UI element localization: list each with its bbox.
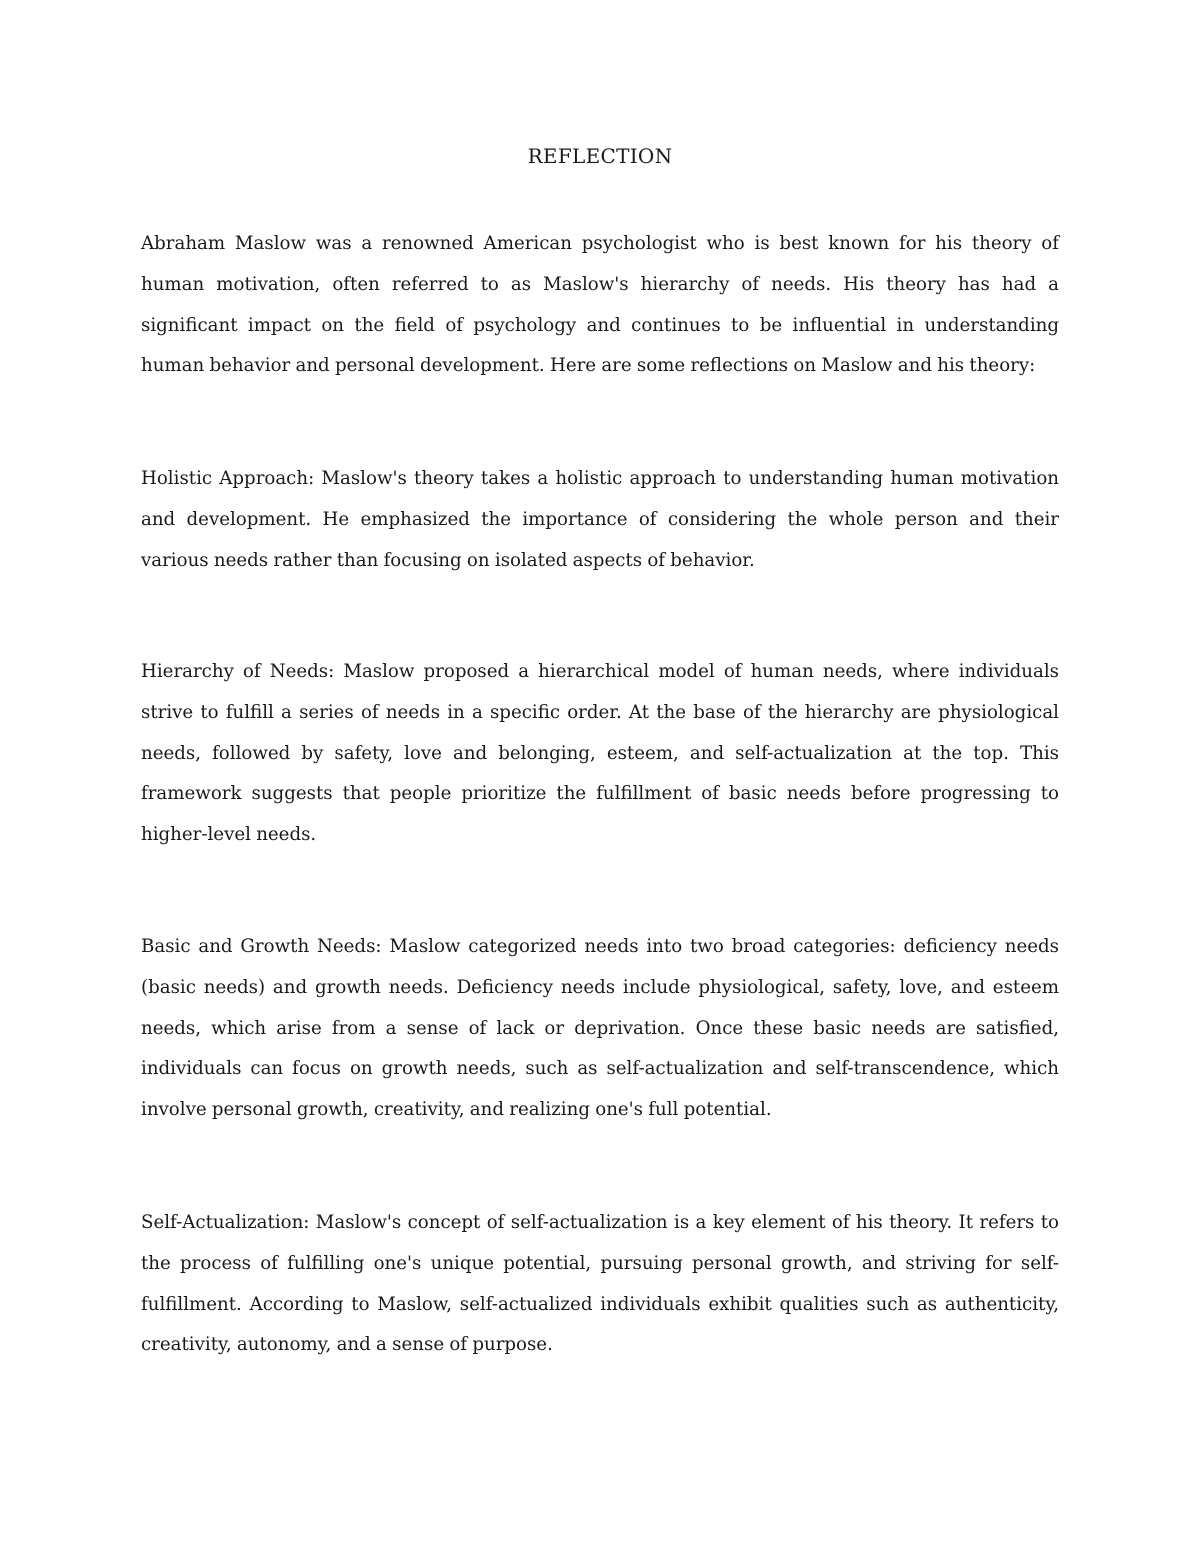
- paragraph-self-actualization: Self-Actualization: Maslow's concept of self-actualization is a key element of his theory. It refers to the process of fulfilling one's unique potential, pursuing personal growth, and striving for self-fulfillment. According to Maslow, self-actualized individuals exhibit qualities such as authenticity, creativity, autonomy, and a sense of purpose.: [141, 1212, 1059, 1356]
- paragraph-basic-and-growth-needs: Basic and Growth Needs: Maslow categorized needs into two broad categories: deficiency needs (basic needs) and growth needs. Deficiency needs include physiological, safety, love, and esteem needs, which arise from a sense of lack or deprivation. Once these basic needs are satisfied, individuals can focus on growth needs, such as self-actualization and self-transcendence, which involve personal growth, creativity, and realizing one's full potential.: [141, 936, 1059, 1121]
- paragraph-holistic-approach: Holistic Approach: Maslow's theory takes a holistic approach to understanding human motivation and development. He emphasized the importance of considering the whole person and their various needs rather than focusing on isolated aspects of behavior.: [141, 468, 1059, 571]
- paragraph-hierarchy-of-needs: Hierarchy of Needs: Maslow proposed a hierarchical model of human needs, where individuals strive to fulfill a series of needs in a specific order. At the base of the hierarchy are physiological needs, followed by safety, love and belonging, esteem, and self-actualization at the top. This framework suggests that people prioritize the fulfillment of basic needs before progressing to higher-level needs.: [141, 661, 1059, 846]
- paragraph-introduction: Abraham Maslow was a renowned American psychologist who is best known for his theory of human motivation, often referred to as Maslow's hierarchy of needs. His theory has had a significant impact on the field of psychology and continues to be influential in understanding human behavior and personal development. Here are some reflections on Maslow and his theory:: [141, 233, 1059, 377]
- document-title: REFLECTION: [527, 144, 673, 168]
